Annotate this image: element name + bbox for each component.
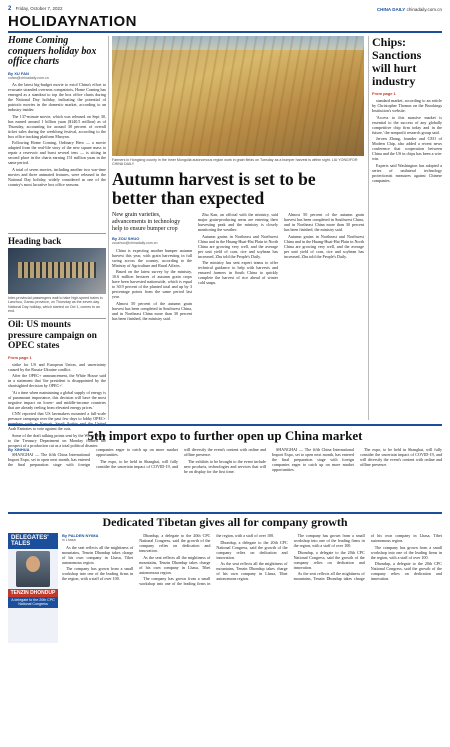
import-expo-paragraph: The exhibits to be brought to the event include new products, technologies and services that will be on display for the first time. (184, 458, 266, 474)
autumn-body-3 (284, 212, 364, 259)
autumn-byline: By ZOU SHUO (112, 236, 140, 241)
photo-crop-rows (112, 36, 364, 156)
harvest-photo (112, 36, 364, 156)
home-coming-paragraph: Following Home Coming, Ordinary Hero — a movie adapted from the real-life story of the new square mass to repair a reservoir and burst several tens — is sitting in second place in the charts earning 151 million yuan in the same period. (8, 140, 106, 165)
chips-paragraph: 'Access to this massive market is essential to the success of any globally competitive chip firm today and in the future,' the nonprofit research group said. (372, 114, 442, 135)
oil-paragraph: CNN reported that US lawmakers mounted a full-scale pressure campaign over the past few days to lobby OPEC+ Arab Emirates to vote against the cuts. (8, 411, 106, 431)
autumn-paragraph: Almost 50 percent of the autumn grain harvest has been completed in Southwest China, and in Northeast China more than 30 percent has been finished, the ministry said. (112, 300, 192, 321)
autumn-paragraph: Autumn grains in Northeast and Northwest China and in the Huang-Huai-Hai Plain in North China are growing very well, and the average per unit yield of corn, rice and soybean has increased, Zhu told the People's Daily. (284, 233, 364, 259)
autumn-col-3 (284, 212, 364, 420)
import-expo-paragraph: SHANGHAI — The fifth China International Import Expo, set to open next month, has entered the final preparation stage with foreign companies eager to catch up on more market opportunities. (272, 447, 354, 472)
story-tibetan (62, 533, 442, 739)
date-line: Friday, October 7, 2022 (15, 6, 63, 11)
home-coming-headline: Home Coming conquers holiday box office charts (8, 35, 97, 67)
oil-paragraph: After the OPEC+ announcement, the White House said in a statement that 'the president is disappointed by the shortsighted decision by OPEC+'. (8, 373, 106, 388)
heading-back-photo (8, 248, 106, 294)
divider-heading-back (8, 233, 106, 234)
tibetan-paragraph: As the seat reflects all the mightiness of mountains, Tenzin Dhondup takes charge of his own company in Lhasa, Tibet autonomous region. (139, 554, 211, 575)
chips-paragraph: standard market, according to an article by Christopher Thomas on the Brookings Institution's website. (372, 98, 442, 113)
import-expo-paragraph: The expo, to be held in Shanghai, will fully consider the uncertain impact of COVID-19, and will diversify the event's content with online and offline presence. (96, 447, 266, 469)
story-chips (372, 36, 442, 420)
oil-paragraph: strike for US and European Union, and uncertainty caused by the Russia-Ukraine conflict. (8, 361, 106, 372)
import-expo-paragraph: SHANGHAI — The fifth China International Import Expo, set to open next month, has entered the final preparation stage with foreign companies eager to catch up on more market opportunities. (8, 447, 178, 467)
chips-headline: Chips: Sanctions will hurt industry (372, 35, 422, 88)
delegates-box-title: DELEGATES' TALES (8, 533, 58, 549)
oil-headline: Oil: US mounts pressure campaign on OPEC states (8, 320, 97, 351)
home-coming-body (8, 82, 106, 187)
heading-back-title: Heading back (8, 236, 62, 246)
page-date-line (8, 6, 63, 12)
chips-body (372, 98, 442, 183)
section-title: HOLIDAYNATION (8, 13, 138, 30)
story-home-coming (8, 36, 106, 231)
autumn-paragraph: Autumn grains in Northeast and Northwest China and in the Huang-Huai-Hai Plain in North China are growing very well, and the average per unit yield of corn, rice and soybean has increased, Zhu told the People's Daily. (198, 233, 278, 259)
autumn-paragraph: Based on the latest survey by the ministry, 10.6 million hectares of autumn grain crops have been harvested nationwide, which is equal to 30.9 percent of the planted total and up by 3 percentage points from the same period last year. (112, 269, 192, 299)
autumn-body-1 (112, 248, 192, 321)
home-coming-paragraph: The 137-minute movie, which was released on Sept 30, has earned around 1 billion yuan ($140.5 million) as of Thursday, accounting for around 30 percent of overall ticket sales during the weeklong festival, according to the box office tracking platform Maoyan. (8, 113, 106, 139)
harvest-photo-caption: Farmers in Hongxing county in the Inner Mongolia autonomous region work in grain fields on Tuesday as a bumper harvest is within sight. LIU YONG/FOR CHINA DAILY (112, 158, 358, 167)
autumn-paragraph: China is expecting another bumper autumn harvest this year, with grain harvesting in full swing across the country, according to the Ministry of Agriculture and Rural Affairs. (112, 247, 192, 268)
column-divider-left (108, 36, 109, 420)
home-coming-byline: By XU FAN (8, 70, 29, 76)
tibetan-paragraph: Dhondup, a delegate to the 20th CPC National Congress, said the growth of the company relies on dedication and innovation. (216, 539, 288, 560)
tibetan-paragraph: The company has grown from a small workshop into one of the leading firms in the region, with a staff of over 100. (293, 533, 365, 548)
home-coming-email: xufan@chinadaily.com.cn (8, 75, 49, 80)
divider-import-expo (8, 424, 442, 426)
autumn-email: zoushuo@chinadaily.com.cn (112, 241, 158, 245)
brand-block (377, 7, 442, 12)
oil-paragraph: 'At a time when maintaining a global supply of energy is of paramount importance, this decision will have the most negative impact on lower- and middle-income countries that are already reeling from elevated energy prices.' (8, 389, 106, 410)
tibetan-paragraph: Dhondup, a delegate to the 20th CPC National Congress, said the growth of the company relies on dedication and innovation. (370, 561, 442, 581)
tibetan-paragraph: Dhondup, a delegate to the 20th CPC National Congress, said the growth of the company relies on dedication and innovation. (139, 533, 211, 553)
import-expo-paragraph: The expo, to be held in Shanghai, will fully consider the uncertain impact of COVID-19, and will diversify the event's content with online and offline presence. (360, 447, 442, 467)
autumn-col-2 (198, 212, 278, 420)
autumn-paragraph: Almost 50 percent of the autumn grain harvest has been completed in Southwest China, and in Northeast China more than 30 percent has been finished, the ministry said. (284, 212, 364, 232)
import-expo-byline: By XINHUA (8, 447, 30, 452)
tibetan-headline: Dedicated Tibetan gives all for company growth (102, 515, 348, 529)
page-number: 2 (8, 6, 12, 12)
chips-paragraph: Jeroen Zhang, founder and CEO of Modern Chip, also added a recent news conference that cooperation between China and the US in chips has been a win-win. (372, 136, 442, 161)
oil-paragraph: Some of the draft talking points sent by the White House to the Treasury Department on Monday framed the prospect of a production cut as a total political disaster. (8, 432, 106, 448)
tibetan-location: in Lhasa (62, 538, 76, 542)
delegate-portrait (16, 551, 50, 587)
autumn-col-1 (112, 212, 192, 420)
divider-tibetan (8, 512, 442, 514)
story-import-expo (8, 447, 442, 509)
autumn-deck: New grain varieties, advancements in technology help to ensure bumper crop (112, 212, 181, 232)
tibetan-paragraph: Dhondup, a delegate to the 20th CPC National Congress, said the growth of the company relies on dedication and innovation. (293, 549, 365, 570)
tibetan-paragraph: The company has grown from a small workshop into one of the leading firms in the region, with a staff of over 100. (139, 533, 275, 586)
tibetan-byline: By PALDEN NYIMA (62, 533, 99, 538)
tibetan-paragraph: The company has grown from a small workshop into one of the leading firms in the region, with a staff of over 100. (370, 544, 442, 560)
brand-name: CHINA DAILY (376, 6, 406, 12)
autumn-headline: Autumn harvest is set to be better than expected (112, 169, 316, 208)
heading-back-caption: Inter-provincial passengers wait to take high-speed trains in Lanzhou, Gansu province, on Thursday as the seven-day National Day holiday, which started on Oct 1, comes to an end. (8, 296, 103, 314)
delegates-box (8, 533, 58, 643)
autumn-paragraph: The ministry has sent expert teams to offer technical guidance to help with harvests and ensured farmers in South China to quickly complete the harvest of rice ahead of winter cold snaps. (198, 260, 278, 285)
tibetan-paragraph: As the seat reflects all the mightiness of mountains, Tenzin Dhondup takes charge of his own company in Lhasa, Tibet autonomous region. (216, 561, 288, 581)
home-coming-paragraph: As the latest big-budget movie to extol China's effort to evacuate stranded overseas compatriots, Home Coming has emerged as a standout to top the box office charts during the National Day holiday, indicating the potential of patriotic movies in the domestic market, according to an industry insider. (8, 82, 106, 112)
autumn-body-2 (198, 212, 278, 285)
chips-paragraph: Experts said Washington has adopted a series of unilateral technology protectionist measures against Chinese companies. (372, 162, 442, 183)
oil-from-page: From page 1 (8, 354, 32, 360)
home-coming-paragraph: A total of seven movies, including another two war-time movies and three animated features, were released in the National Day holiday, widely considered as one of the country's most lucrative box office seasons. (8, 166, 106, 187)
autumn-paragraph: Zhu Kan, an official with the ministry, said major grain-producing areas are entering their harvesting peak and the ministry is closely monitoring the weather. (198, 212, 278, 232)
delegate-name: TENZIN DHONDUP (8, 589, 58, 597)
divider-oil (8, 318, 106, 319)
tibetan-paragraph: The company has grown from a small workshop into one of the leading firms in the region, with a staff of over 100. (62, 566, 134, 581)
delegate-subtitle: A delegate to the 20th CPC National Congress (8, 597, 58, 608)
import-expo-headline: 5th import expo to further open up China market (87, 428, 363, 443)
masthead-rule (8, 31, 442, 33)
brand-url: chinadaily.com.cn (406, 6, 442, 12)
tibetan-paragraph: As the seat reflects all the mightiness of mountains, Tenzin Dhondup takes charge of his own company in Lhasa, Tibet autonomous region. (293, 533, 442, 581)
tibetan-paragraph: As the seat reflects all the mightiness of mountains, Tenzin Dhondup takes charge of his own company in Lhasa, Tibet autonomous region. (62, 544, 134, 565)
story-oil (8, 320, 106, 448)
column-divider-right (368, 36, 369, 420)
chips-from-page: From page 1 (372, 91, 396, 96)
